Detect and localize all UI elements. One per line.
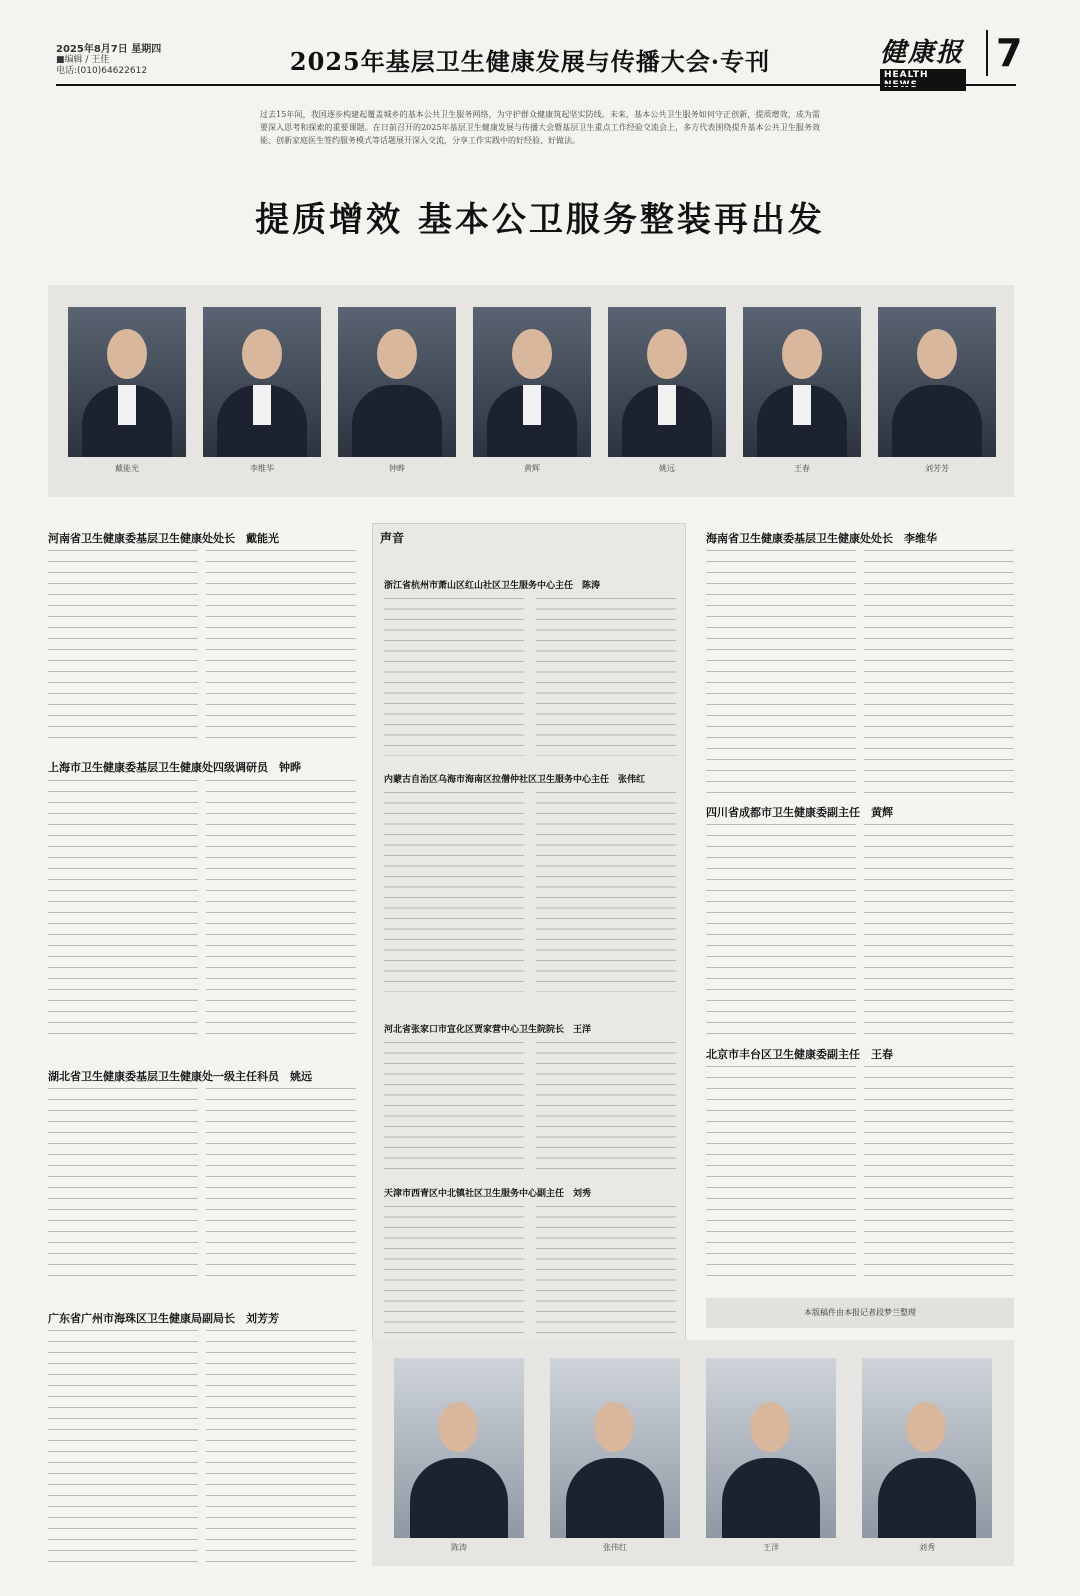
section-title-hubei: 湖北省卫生健康委基层卫生健康处一级主任科员 姚远	[48, 1070, 312, 1083]
speaker-photo	[743, 307, 861, 457]
article-body-hainan-col1	[706, 550, 856, 802]
speaker-caption: 姚远	[659, 464, 675, 473]
newspaper-logo	[880, 32, 980, 91]
section-title-shanghai: 上海市卫生健康委基层卫生健康处四级调研员 钟晔	[48, 761, 301, 774]
section-title-henan: 河南省卫生健康委基层卫生健康处处长 戴能光	[48, 532, 279, 545]
article-body-guangzhou-col2	[206, 1330, 356, 1570]
section-title-fengtai: 北京市丰台区卫生健康委副主任 王春	[706, 1048, 893, 1061]
section-title-guangzhou: 广东省广州市海珠区卫生健康局副局长 刘芳芳	[48, 1312, 279, 1325]
logo-english: HEALTH	[880, 69, 966, 91]
speaker-photo	[473, 307, 591, 457]
section-title-hainan: 海南省卫生健康委基层卫生健康处处长 李维华	[706, 532, 937, 545]
article-body-fengtai-col2	[864, 1066, 1014, 1284]
voice-body	[384, 792, 524, 992]
voice-speaker-photo	[550, 1358, 680, 1538]
header-rule	[56, 84, 1016, 86]
editor-note: 本版稿件由本报记者段梦兰整理	[706, 1298, 1014, 1328]
speaker-caption: 李维华	[250, 464, 274, 473]
masthead-info	[56, 44, 161, 77]
phone-number: 电话:(010)64622612	[56, 66, 148, 76]
article-body-henan-col1	[48, 550, 198, 748]
voice-speaker-photo	[706, 1358, 836, 1538]
article-body-shanghai-col1	[48, 780, 198, 1044]
editor-credit: ■编辑 / 王佳	[56, 55, 110, 65]
article-body-chengdu-col1	[706, 824, 856, 1038]
article-body-guangzhou-col1	[48, 1330, 198, 1570]
article-body-fengtai-col1	[706, 1066, 856, 1284]
speaker-caption: 戴能光	[115, 464, 139, 473]
speaker-photo	[338, 307, 456, 457]
voice-body	[384, 598, 524, 756]
speaker-caption: 钟晔	[389, 464, 405, 473]
article-body-shanghai-col2	[206, 780, 356, 1044]
voice-speaker-caption: 刘秀	[919, 1543, 935, 1552]
article-body-chengdu-col2	[864, 824, 1014, 1038]
speaker-caption: 刘芳芳	[925, 464, 949, 473]
speaker-photo	[878, 307, 996, 457]
voice-body	[384, 1042, 524, 1172]
section-title-chengdu: 四川省成都市卫生健康委副主任 黄辉	[706, 806, 893, 819]
voice-body	[536, 1206, 676, 1336]
page-number: 7	[986, 30, 1022, 76]
voice-label: 声音	[380, 531, 405, 545]
voice-speaker-caption: 王洋	[763, 1543, 779, 1552]
special-issue-title: 2025年基层卫生健康发展与传播大会·专刊	[289, 47, 771, 76]
issue-date: 2025年8月7日 星期四	[56, 44, 162, 55]
voice-photo-panel	[372, 1340, 1014, 1566]
speaker-photo	[203, 307, 321, 457]
voice-body	[536, 792, 676, 992]
article-body-henan-col2	[206, 550, 356, 748]
voice-speaker-photo	[862, 1358, 992, 1538]
intro-paragraph: 过去15年间，我国逐步构建起覆盖城乡的基本公共卫生服务网络，为守护群众健康筑起坚实防线。未来，基本公共卫生服务如何守正创新，提质增效，成为需要深入思考和探索的重要课题。在日前召开的2025年基层卫生健康发展与传播大会暨基层卫生重点工作经验交流会上，多方代表围绕提升基本公共卫生服务效能、创新家庭医生签约服务模式等话题展开深入交流，分享工作实践中的好经验、好做法。	[260, 110, 820, 145]
logo-chinese: 健康报	[880, 38, 965, 68]
main-headline: 提质增效 基本公卫服务整装再出发	[255, 200, 825, 240]
voice-body	[536, 1042, 676, 1172]
voice-title: 浙江省杭州市萧山区红山社区卫生服务中心主任 陈涛	[384, 581, 601, 591]
voice-speaker-caption: 张伟红	[603, 1543, 627, 1552]
voice-body	[384, 1206, 524, 1336]
speaker-photo	[68, 307, 186, 457]
voice-title: 内蒙古自治区乌海市海南区拉僧仲社区卫生服务中心主任 张伟红	[384, 775, 646, 785]
speaker-photo	[608, 307, 726, 457]
voice-speaker-caption: 陈涛	[451, 1543, 467, 1552]
voice-speaker-photo	[394, 1358, 524, 1538]
speaker-photo-panel	[48, 285, 1014, 497]
voice-body	[536, 598, 676, 756]
speaker-caption: 王春	[794, 464, 810, 473]
voice-title: 天津市西青区中北镇社区卫生服务中心副主任 刘秀	[384, 1189, 592, 1199]
article-body-hubei-col1	[48, 1088, 198, 1286]
article-body-hainan-col2	[864, 550, 1014, 802]
article-body-hubei-col2	[206, 1088, 356, 1286]
voice-title: 河北省张家口市宣化区贾家营中心卫生院院长 王洋	[384, 1025, 592, 1035]
speaker-caption: 黄辉	[524, 464, 540, 473]
